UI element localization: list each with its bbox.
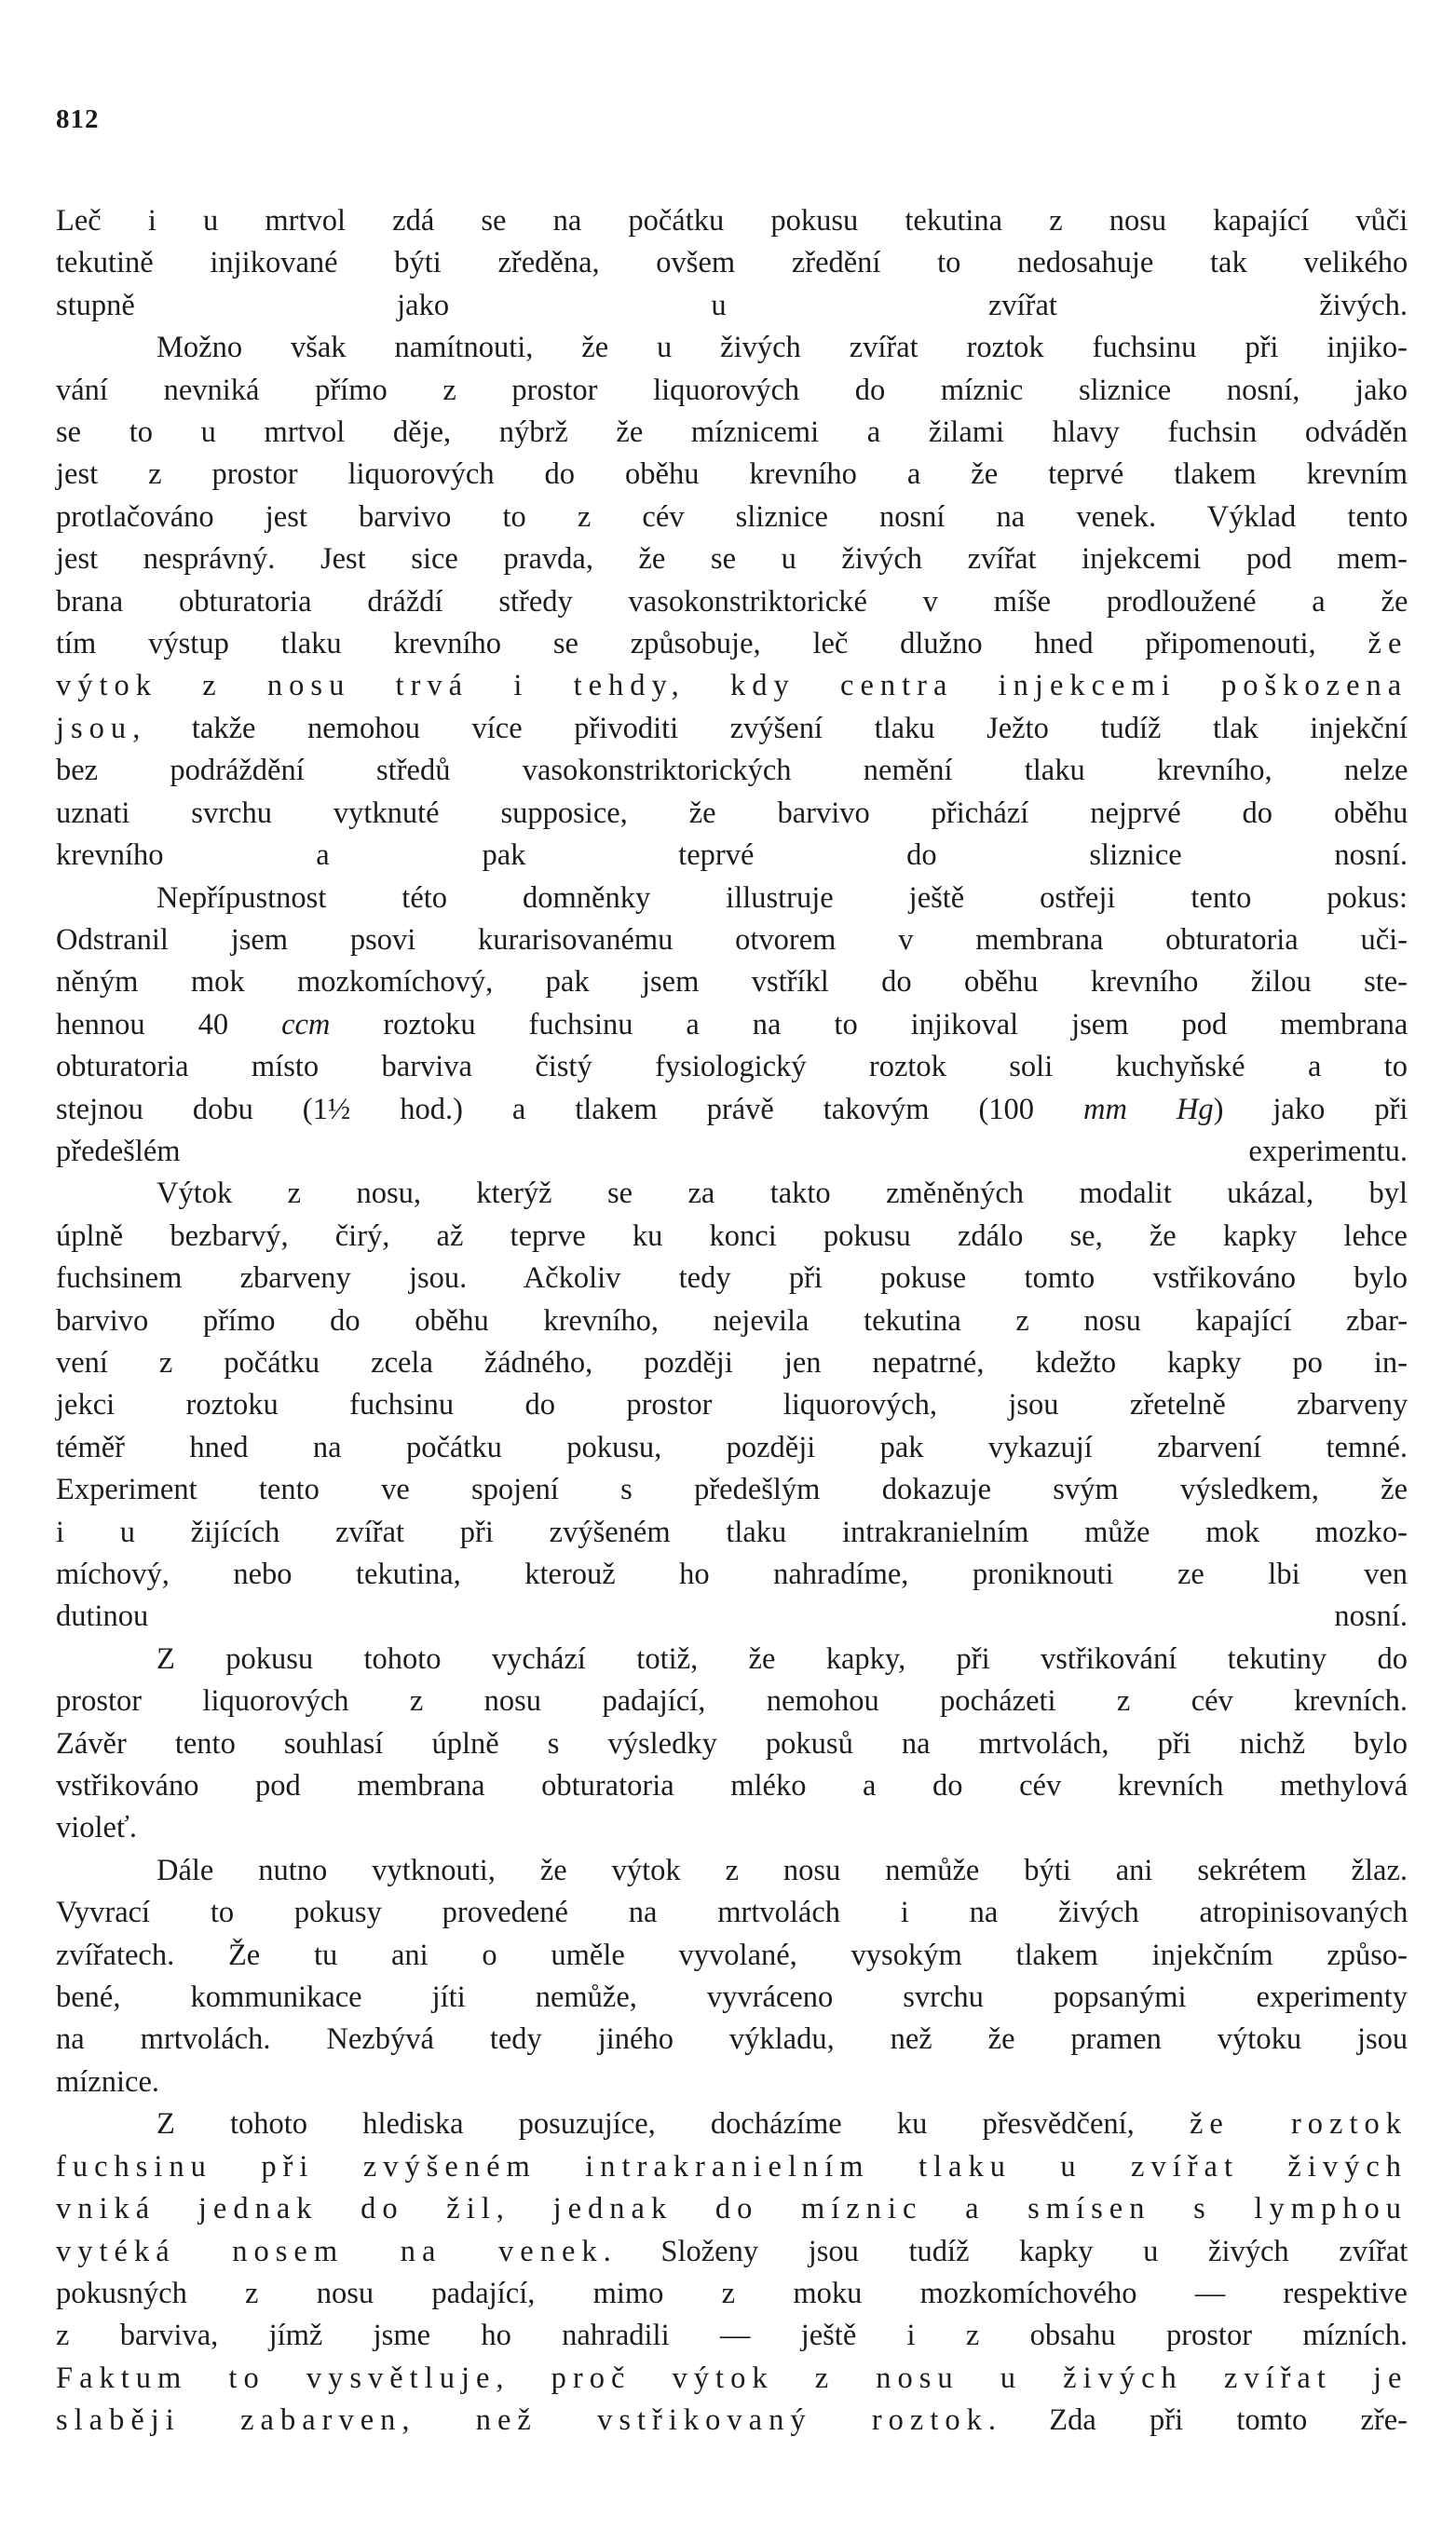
body-text <box>56 200 1408 2443</box>
text-line <box>56 665 1408 707</box>
spaced-emphasis: výtok z nosu trvá i tehdy, kdy centra injekcemi poškozena <box>56 669 1408 703</box>
text-line: míchový, nebo tekutina, kterouž ho nahradíme, proniknouti ze lbi ven <box>56 1558 1408 1591</box>
text-line: slaběji zabarven, než vstřikovaný roztok. Zda při tomto zře- <box>56 2403 1408 2438</box>
text-line: fuchsinem zbarveny jsou. Ačkoliv tedy při pokuse tomto vstřikováno bylo <box>56 1261 1408 1296</box>
text-line: stupně jako u zvířat živých. <box>56 288 1408 322</box>
text-line: i u žijících zvířat při zvýšeném tlaku intrakranielním může mok mozko- <box>56 1515 1408 1549</box>
paragraph <box>56 1173 1408 1638</box>
text-line: něným mok mozkomíchový, pak jsem vstříkl do oběhu krevního žilou ste- <box>56 965 1408 1000</box>
page-number: 812 <box>56 104 100 134</box>
text-line: Leč i u mrtvol zdá se na počátku pokusu tekutina z nosu kapající vůči <box>56 204 1408 238</box>
spaced-emphasis: že roztok <box>1189 2107 1408 2142</box>
text-line: Nepřípustnost této domněnky illustruje ještě ostřeji tento pokus: <box>156 880 1408 915</box>
text-line: pokusných z nosu padající, mimo z moku mozkomíchového — respektive <box>56 2276 1408 2310</box>
text-line: krevního a pak teprvé do sliznice nosní. <box>56 838 1408 873</box>
paragraph <box>56 1639 1408 1850</box>
italic-unit: mm Hg <box>1083 1092 1214 1126</box>
text-line: barvivo přímo do oběhu krevního, nejevila tekutina z nosu kapající zbar- <box>56 1303 1408 1338</box>
text-line: téměř hned na počátku pokusu, později pak vykazují zbarvení temné. <box>56 1430 1408 1464</box>
text-line: prostor liquorových z nosu padající, nemohou pocházeti z cév krevních. <box>56 1684 1408 1719</box>
text-line: Odstranil jsem psovi kurarisovanému otvorem v membrana obturatoria uči- <box>56 922 1408 957</box>
text-line: vání nevniká přímo z prostor liquorových do míznic sliznice nosní, jako <box>56 373 1408 407</box>
text-line: jest z prostor liquorových do oběhu krevního a že teprvé tlakem krevním <box>56 457 1408 492</box>
text-line: hennou 40 ccm roztoku fuchsinu a na to injikoval jsem pod membrana <box>56 1007 1408 1041</box>
text-line <box>56 2358 1408 2400</box>
text-line <box>56 2188 1408 2230</box>
text-line: tím výstup tlaku krevního se způsobuje, leč dlužno hned připomenouti, že <box>56 627 1408 661</box>
text-line: Z tohoto hlediska posuzujíce, docházíme ku přesvědčení, že roztok <box>156 2107 1408 2142</box>
paragraph <box>56 878 1408 1174</box>
text-line: vytéká nosem na venek. Složeny jsou tudíž kapky u živých zvířat <box>56 2234 1408 2268</box>
paragraph <box>56 200 1408 327</box>
spaced-emphasis: slaběji zabarven, než vstřikovaný roztok <box>56 2403 988 2438</box>
text-line: Z pokusu tohoto vychází totiž, že kapky, při vstřikování tekutiny do <box>156 1641 1408 1676</box>
text-line: obturatoria místo barviva čistý fysiologický roztok soli kuchyňské a to <box>56 1050 1408 1084</box>
text-line: Možno však namítnouti, že u živých zvířat roztok fuchsinu při injiko- <box>156 331 1408 365</box>
spaced-emphasis: fuchsinu při zvýšeném intrakranielním tlaku u zvířat živých <box>56 2149 1408 2184</box>
text-line: míznice. <box>56 2064 159 2099</box>
paragraph <box>56 1850 1408 2103</box>
paragraph <box>56 327 1408 877</box>
text-line: protlačováno jest barvivo to z cév sliznice nosní na venek. Výklad tento <box>56 499 1408 534</box>
text-line: Závěr tento souhlasí úplně s výsledky pokusů na mrtvolách, při nichž bylo <box>56 1726 1408 1761</box>
text-line: jest nesprávný. Jest sice pravda, že se u živých zvířat injekcemi pod mem- <box>56 542 1408 577</box>
text-line: dutinou nosní. <box>56 1599 1408 1634</box>
spaced-emphasis: jsou <box>56 711 133 745</box>
text-line: violeť. <box>56 1811 137 1845</box>
text-line: tekutině injikované býti zředěna, ovšem zředění to nedosahuje tak velikého <box>56 246 1408 280</box>
text-line: zvířatech. Že tu ani o uměle vyvolané, vysokým tlakem injekčním způso- <box>56 1938 1408 1972</box>
text-line: stejnou dobu (1½ hod.) a tlakem právě takovým (100 mm Hg) jako při <box>56 1092 1408 1126</box>
text-line: uznati svrchu vytknuté supposice, že barvivo přichází nejprvé do oběhu <box>56 796 1408 830</box>
text-line: úplně bezbarvý, čirý, až teprve ku konci pokusu zdálo se, že kapky lehce <box>56 1218 1408 1253</box>
text-line <box>56 2146 1408 2188</box>
text-line: bené, kommunikace jíti nemůže, vyvráceno svrchu popsanými experimenty <box>56 1980 1408 2015</box>
text-line: jsou, takže nemohou více přivoditi zvýšení tlaku Ježto tudíž tlak injekční <box>56 711 1408 745</box>
text-line: z barviva, jímž jsme ho nahradili — ještě i z obsahu prostor mízních. <box>56 2319 1408 2353</box>
text-line: Vyvrací to pokusy provedené na mrtvolách i na živých atropinisovaných <box>56 1896 1408 1930</box>
text-line: Výtok z nosu, kterýž se za takto změněných modalit ukázal, byl <box>156 1177 1408 1211</box>
text-line: Experiment tento ve spojení s předešlým dokazuje svým výsledkem, že <box>56 1473 1408 1507</box>
text-line: vení z počátku zcela žádného, později jen nepatrné, kdežto kapky po in- <box>56 1345 1408 1380</box>
spaced-emphasis: Faktum to vysvětluje, proč výtok z nosu u živých zvířat je <box>56 2361 1408 2395</box>
text-line: brana obturatoria dráždí středy vasokonstriktorické v míše prodloužené a že <box>56 584 1408 619</box>
text-line: předešlém experimentu. <box>56 1134 1408 1168</box>
paragraph <box>56 2103 1408 2442</box>
text-line: vstřikováno pod membrana obturatoria mléko a do cév krevních methylová <box>56 1769 1408 1803</box>
text-line: se to u mrtvol děje, nýbrž že míznicemi a žilami hlavy fuchsin odváděn <box>56 415 1408 450</box>
italic-unit: ccm <box>281 1007 331 1041</box>
text-line: jekci roztoku fuchsinu do prostor liquorových, jsou zřetelně zbarveny <box>56 1388 1408 1422</box>
spaced-emphasis: vytéká nosem na venek <box>56 2234 604 2268</box>
spaced-emphasis: vniká jednak do žil, jednak do míznic a smísen s lymphou <box>56 2192 1408 2226</box>
text-line: na mrtvolách. Nezbývá tedy jiného výkladu, než že pramen výtoku jsou <box>56 2022 1408 2057</box>
text-line: bez podráždění středů vasokonstriktorických nemění tlaku krevního, nelze <box>56 754 1408 788</box>
text-line: Dále nutno vytknouti, že výtok z nosu nemůže býti ani sekrétem žlaz. <box>156 1853 1408 1887</box>
spaced-emphasis: že <box>1368 627 1408 661</box>
